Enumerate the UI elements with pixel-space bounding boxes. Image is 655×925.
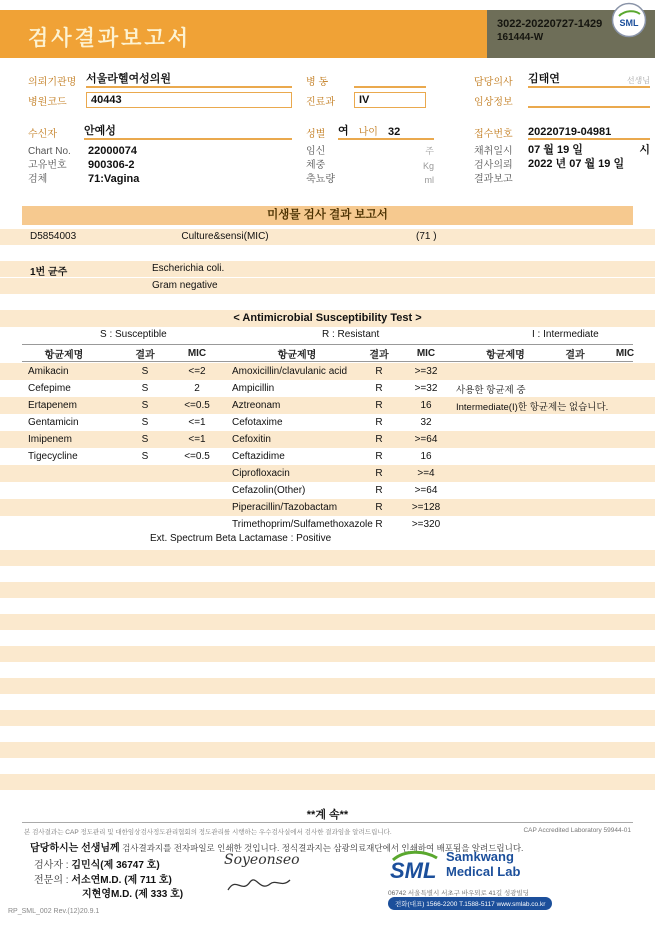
- lab-address: 06742 서울특별시 서초구 바우뫼로 41길 성광빌딩: [388, 890, 530, 897]
- sml-footer-logo: [388, 849, 520, 885]
- report-title: 검사결과보고서: [28, 27, 192, 50]
- legend-intermediate: I : Intermediate: [532, 329, 599, 340]
- field-label: 검체: [28, 174, 48, 185]
- field-label: 축뇨량: [306, 174, 335, 185]
- field-value: 07 월 19 일: [528, 144, 583, 156]
- ast-row: [0, 363, 655, 380]
- field-label: 고유번호: [28, 160, 67, 171]
- signature-text: Soyeonseo: [224, 852, 300, 868]
- field-sex-age: [306, 124, 434, 140]
- antibiotic-name: Aztreonam: [232, 400, 281, 411]
- micro-specimen-code: (71 ): [416, 231, 437, 242]
- ast-col-header: MIC: [187, 348, 207, 359]
- ast-result: R: [375, 468, 383, 479]
- field-label: 결과보고: [474, 174, 513, 185]
- antibiotic-name: Ertapenem: [28, 400, 77, 411]
- esbl-result: Ext. Spectrum Beta Lactamase : Positive: [150, 533, 332, 544]
- antibiotic-name: Gentamicin: [28, 417, 79, 428]
- field-unit: 주: [425, 146, 434, 156]
- field-unit: Kg: [422, 161, 434, 171]
- sml-circle-logo-icon: [611, 2, 647, 38]
- ast-col-header: 결과: [135, 350, 155, 361]
- ast-title: < Antimicrobial Susceptibility Test >: [0, 310, 655, 327]
- ast-result: R: [375, 451, 383, 462]
- ast-mic: >=128: [411, 502, 441, 513]
- age-value: 32: [387, 126, 401, 138]
- ast-col-header: 결과: [369, 350, 389, 361]
- ast-result: R: [375, 366, 383, 377]
- ast-mic: <=0.5: [184, 451, 210, 462]
- specialist-line-2: [82, 885, 183, 900]
- ast-result: S: [141, 400, 149, 411]
- lab-name-line: Samkwang: [446, 849, 514, 864]
- ast-mic: >=32: [414, 383, 438, 394]
- organism-name: Escherichia coli.: [152, 263, 225, 274]
- ast-result: R: [375, 519, 383, 530]
- gram-stain-result: Gram negative: [152, 280, 218, 291]
- antibiotic-name: Trimethoprim/Sulfamethoxazole: [232, 519, 373, 530]
- ast-result: R: [375, 434, 383, 445]
- empty-result-stripes: [0, 550, 655, 806]
- field-label: 채취일시: [474, 146, 513, 157]
- cap-accreditation-label: CAP Accredited Laboratory 59944-01: [523, 827, 631, 834]
- ast-col-header: 항균제명: [277, 350, 317, 361]
- ast-mic: <=0.5: [184, 400, 210, 411]
- field-label: 체중: [306, 160, 326, 171]
- ast-mic: <=2: [188, 366, 206, 377]
- field-hospital-code: [28, 92, 292, 108]
- micro-strain-row: [0, 261, 655, 277]
- field-value: 40443: [86, 92, 292, 108]
- micro-gram-row: [0, 278, 655, 294]
- specialist-name: 서소연M.D. (제 711 호): [71, 875, 172, 886]
- ast-result: S: [141, 366, 149, 377]
- ast-row: [0, 499, 655, 516]
- sml-logo-icon: [388, 849, 442, 885]
- antibiotic-name: Tigecycline: [28, 451, 78, 462]
- micro-test-code: D5854003: [30, 231, 77, 242]
- report-code-primary: 3022-20220727-1429: [497, 18, 603, 30]
- field-value: 20220719-04981: [528, 126, 650, 140]
- ast-row: [0, 414, 655, 431]
- antibiotic-name: Amikacin: [28, 366, 69, 377]
- field-label: 수신자: [28, 129, 57, 140]
- field-label: 임신: [306, 146, 326, 157]
- ast-col-header: 항균제명: [486, 350, 525, 361]
- micro-section-header: 미생물 검사 결과 보고서: [22, 206, 633, 225]
- ast-note: Intermediate(I)한 항균제는 없습니다.: [456, 401, 609, 413]
- tester-label: 검사자 :: [34, 860, 69, 871]
- signature-scribble-icon: [224, 874, 294, 901]
- ast-mic: 32: [420, 417, 432, 428]
- field-urine: [306, 169, 434, 185]
- ast-mic: >=64: [414, 485, 438, 496]
- field-label: 병 동: [306, 77, 329, 88]
- ast-header-row: [0, 346, 655, 361]
- antibiotic-name: Cefazolin(Other): [232, 485, 306, 496]
- ast-mic: >=64: [414, 434, 438, 445]
- ast-col-header: MIC: [416, 348, 436, 359]
- field-label: 담당의사: [474, 77, 513, 88]
- antibiotic-name: Ampicillin: [232, 383, 275, 394]
- ast-divider-top: [22, 344, 633, 345]
- ast-mic: 16: [420, 451, 432, 462]
- field-label: 임상정보: [474, 97, 513, 108]
- field-label: 진료과: [306, 97, 335, 108]
- field-value: [354, 86, 426, 88]
- antibiotic-name: Ceftazidime: [232, 451, 285, 462]
- micro-test-name: Culture&sensi(MIC): [181, 231, 269, 242]
- field-label: 검사의뢰: [474, 160, 513, 171]
- field-label: 병원코드: [28, 97, 67, 108]
- field-label: 의뢰기관명: [28, 77, 77, 88]
- field-specimen: [28, 169, 139, 185]
- field-label: 접수번호: [474, 129, 513, 140]
- ast-rows: [0, 363, 655, 533]
- ast-result: S: [141, 451, 149, 462]
- field-ward: [306, 72, 426, 88]
- accreditation-note: 본 검사결과는 CAP 정도관리 및 대한임상검사정도관리협회의 정도관리를 시행하는 우수검사실에서 검사한 결과임을 알려드립니다.: [24, 829, 392, 836]
- ast-divider-bottom: [22, 361, 633, 362]
- field-label: Chart No.: [28, 146, 71, 157]
- report-header-banner: [0, 10, 655, 58]
- ast-mic: 2: [194, 383, 200, 394]
- ast-row: [0, 465, 655, 482]
- field-value: [528, 106, 650, 108]
- antibiotic-name: Cefepime: [28, 383, 71, 394]
- antibiotic-name: Cefoxitin: [232, 434, 271, 445]
- ast-result: S: [141, 383, 149, 394]
- ast-row: [0, 482, 655, 499]
- field-recipient: [28, 124, 292, 140]
- antibiotic-name: Imipenem: [28, 434, 72, 445]
- form-code: RP_SML_002 Rev.(12)20.9.1: [8, 908, 100, 915]
- sml-logo-text: SML: [390, 858, 437, 883]
- field-value: 71:Vagina: [88, 173, 140, 185]
- legend-susceptible: S : Susceptible: [100, 329, 167, 340]
- field-value: IV: [354, 92, 426, 108]
- field-value-box: [528, 70, 650, 88]
- field-value: 900306-2: [88, 159, 135, 171]
- specialist-name: 지현영M.D. (제 333 호): [82, 889, 184, 900]
- ast-result: R: [375, 502, 383, 513]
- antibiotic-name: Ciprofloxacin: [232, 468, 290, 479]
- ast-result: R: [375, 383, 383, 394]
- field-value: 서울라헬여성의원: [86, 70, 292, 88]
- field-label: 성별: [306, 129, 326, 140]
- report-code-secondary: 161444-W: [497, 32, 544, 43]
- age-label: 나이: [358, 127, 378, 138]
- strain-label: 1번 균주: [30, 267, 68, 278]
- tester-line: [34, 856, 160, 871]
- ast-row: [0, 448, 655, 465]
- legend-resistant: R : Resistant: [322, 329, 380, 340]
- ast-result: R: [375, 417, 383, 428]
- field-value: 안예성: [84, 122, 292, 140]
- field-value: 2022 년 07 월 19 일: [528, 158, 625, 170]
- ast-row: [0, 431, 655, 448]
- ast-mic: >=4: [417, 468, 435, 479]
- esbl-row: [0, 533, 655, 549]
- ast-col-header: 결과: [565, 350, 585, 361]
- ast-col-header: 항균제명: [44, 350, 84, 361]
- ast-mic: <=1: [188, 417, 206, 428]
- field-receipt-no: [474, 124, 650, 140]
- ast-note: 사용한 항균제 중: [456, 384, 526, 396]
- ast-mic: >=320: [411, 519, 441, 530]
- sex-value: 여: [338, 125, 349, 137]
- doctor-suffix: 선생님: [626, 76, 650, 85]
- field-clinical-info: [474, 92, 650, 108]
- ast-result: R: [375, 400, 383, 411]
- ast-mic: >=32: [414, 366, 438, 377]
- antibiotic-name: Cefotaxime: [232, 417, 283, 428]
- specialist-label: 전문의 :: [34, 875, 69, 886]
- field-value-box: [338, 122, 434, 140]
- ast-result: S: [141, 417, 149, 428]
- ast-result: R: [375, 485, 383, 496]
- footer-divider: [22, 822, 633, 823]
- continued-marker: **계 속**: [306, 809, 349, 821]
- ast-row: [0, 380, 655, 397]
- antibiotic-name: Piperacillin/Tazobactam: [232, 502, 338, 513]
- ast-row: [0, 397, 655, 414]
- ast-row: [0, 516, 655, 533]
- ast-mic: 16: [420, 400, 432, 411]
- field-result-report: [474, 169, 528, 185]
- micro-test-row: [0, 229, 655, 245]
- lab-contact: 전화(대표) 1566-2200 T.1588-5117 www.smlab.co.kr: [388, 897, 552, 910]
- field-suffix: 시: [639, 144, 650, 156]
- tester-name: 김민식(제 36747 호): [71, 860, 160, 871]
- doctor-notice-text: 검사결과지를 전자파일로 인쇄한 것입니다. 정식결과지는 삼광의료재단에서 인쇄하여 배포됨을 알려드립니다.: [119, 843, 524, 853]
- field-requesting-org: [28, 72, 292, 88]
- doctor-notice-lead: 담당하시는 선생님께: [30, 843, 120, 854]
- field-unit: ml: [424, 175, 434, 185]
- doctor-name: 김태연: [528, 73, 560, 85]
- ast-result: S: [141, 434, 149, 445]
- field-value: 22000074: [88, 145, 137, 157]
- ast-mic: <=1: [188, 434, 206, 445]
- specialist-line-1: [34, 871, 172, 886]
- lab-name: [446, 849, 520, 879]
- circle-logo-text: SML: [619, 18, 639, 28]
- ast-col-header: MIC: [615, 348, 635, 359]
- lab-name-line: Medical Lab: [446, 864, 521, 879]
- field-doctor: [474, 72, 650, 88]
- antibiotic-name: Amoxicillin/clavulanic acid: [232, 366, 348, 377]
- field-department: [306, 92, 426, 108]
